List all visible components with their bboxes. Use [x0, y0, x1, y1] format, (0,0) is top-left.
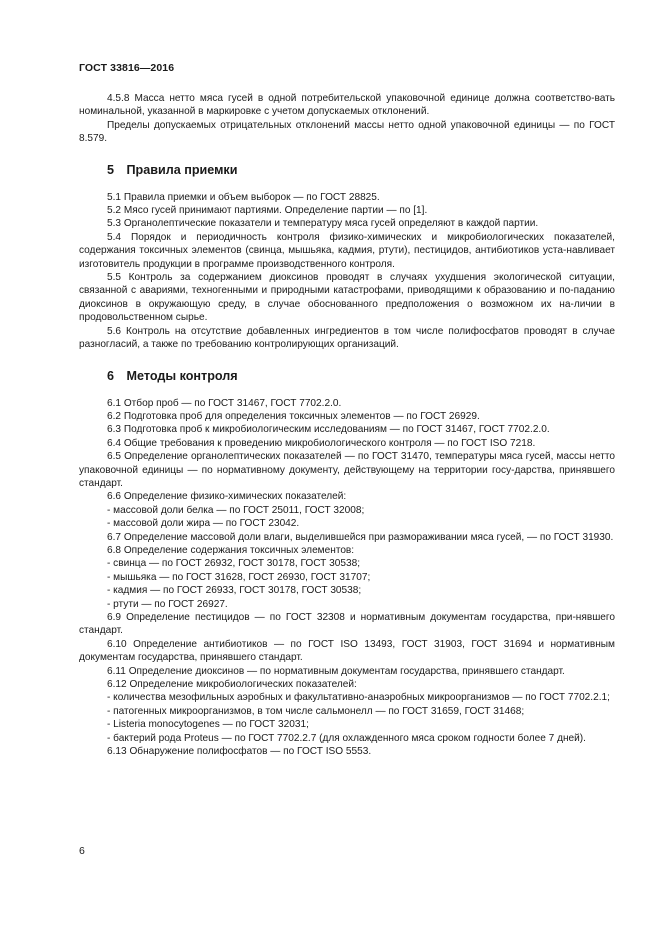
paragraph: - патогенных микроорганизмов, в том числе сальмонелл — по ГОСТ 31659, ГОСТ 31468; [107, 705, 525, 717]
section-number: 6 [107, 368, 115, 383]
section-6-body [79, 397, 615, 759]
paragraph: 6.13 Обнаружение полифосфатов — по ГОСТ ISO 5553. [107, 746, 372, 758]
page-number: 6 [79, 845, 85, 857]
paragraph-tolerance: Пределы допускаемых отрицательных отклонений массы нетто одной упаковочной единицы — по ГОСТ 8.579. [79, 119, 615, 145]
paragraph: 6.7 Определение массовой доли влаги, выделившейся при размораживании мяса гусей, — по ГОСТ 31930. [107, 531, 614, 543]
paragraph: 6.10 Определение антибиотиков — по ГОСТ ISO 13493, ГОСТ 31903, ГОСТ 31694 и нормативным документам государства, принявшего стандарт. [79, 638, 615, 664]
paragraph: - количества мезофильных аэробных и факультативно-анаэробных микроорганизмов — по ГОСТ 7702.2.1; [107, 692, 610, 704]
paragraph: - бактерий рода Proteus — по ГОСТ 7702.2.7 (для охлажденного мяса сроком годности более 7 дней). [107, 732, 586, 744]
paragraph: 5.6 Контроль на отсутствие добавленных ингредиентов в том числе полифосфатов проводят в случае разногласий, а также по требованию контролирующих организаций. [79, 325, 615, 351]
paragraph: 6.5 Определение органолептических показателей — по ГОСТ 31470, температуры мяса гусей, массы нетто упаковочной единицы — по нормативному документу, действующему на территории госу-дарства, принявшего стандарт. [79, 451, 615, 489]
paragraph: 6.1 Отбор проб — по ГОСТ 31467, ГОСТ 7702.2.0. [107, 397, 342, 409]
paragraph: 5.1 Правила приемки и объем выборок — по ГОСТ 28825. [107, 191, 380, 203]
paragraph: - ртути — по ГОСТ 26927. [107, 598, 228, 610]
paragraph: - мышьяка — по ГОСТ 31628, ГОСТ 26930, ГОСТ 31707; [107, 571, 371, 583]
paragraph: - Listeria monocytogenes — по ГОСТ 32031; [107, 719, 309, 731]
page-content [79, 92, 615, 758]
section-5-body [79, 191, 615, 352]
paragraph: 6.6 Определение физико-химических показателей: [107, 491, 347, 503]
document-header: ГОСТ 33816—2016 [79, 62, 175, 74]
paragraph: 6.12 Определение микробиологических показателей: [107, 679, 357, 691]
paragraph: - кадмия — по ГОСТ 26933, ГОСТ 30178, ГОСТ 30538; [107, 585, 362, 597]
paragraph: - массовой доли жира — по ГОСТ 23042. [107, 518, 300, 530]
paragraph-4-5-8: 4.5.8 Масса нетто мяса гусей в одной потребительской упаковочной единице должна соответство-вать номинальной, указанной в маркировке с учетом допускаемых отклонений. [79, 93, 615, 118]
paragraph: - свинца — по ГОСТ 26932, ГОСТ 30178, ГОСТ 30538; [107, 558, 361, 570]
paragraph: - массовой доли белка — по ГОСТ 25011, ГОСТ 32008; [107, 504, 365, 516]
paragraph: 6.2 Подготовка проб для определения токсичных элементов — по ГОСТ 26929. [107, 410, 480, 422]
paragraph: 5.3 Органолептические показатели и температуру мяса гусей определяют в каждой партии. [107, 218, 539, 230]
paragraph: 5.4 Порядок и периодичность контроля физико-химических и микробиологических показателей, содержания токсичных элементов (свинца, мышьяка, кадмия, ртути), пестицидов, антибиотиков уста-навливает изготовитель продукции в программе производственного контроля. [79, 231, 615, 270]
section-heading-5 [79, 162, 615, 178]
paragraph: 6.11 Определение диоксинов — по нормативным документам государства, принявшего стандарт. [107, 665, 565, 677]
section-heading-6 [79, 368, 615, 384]
section-title: Методы контроля [126, 368, 238, 383]
paragraph: 6.4 Общие требования к проведению микробиологического контроля — по ГОСТ ISO 7218. [107, 437, 536, 449]
paragraph: 6.9 Определение пестицидов — по ГОСТ 32308 и нормативным документам государства, при-нявшего стандарт. [79, 612, 615, 637]
paragraph: 5.2 Мясо гусей принимают партиями. Определение партии — по [1]. [107, 205, 428, 217]
paragraph: 6.8 Определение содержания токсичных элементов: [107, 544, 355, 556]
paragraph: 6.3 Подготовка проб к микробиологическим исследованиям — по ГОСТ 31467, ГОСТ 7702.2.0. [107, 424, 550, 436]
paragraph: 5.5 Контроль за содержанием диоксинов проводят в случаях ухудшения экологической ситуации, связанной с авариями, техногенными и природными катастрофами, приводящими к образованию и по-паданию диоксинов в окружающую среду, в случае обоснованного предположения о возможном их на-личии в продовольственном сырье. [79, 272, 615, 324]
section-title: Правила приемки [126, 162, 238, 177]
section-number: 5 [107, 162, 115, 177]
